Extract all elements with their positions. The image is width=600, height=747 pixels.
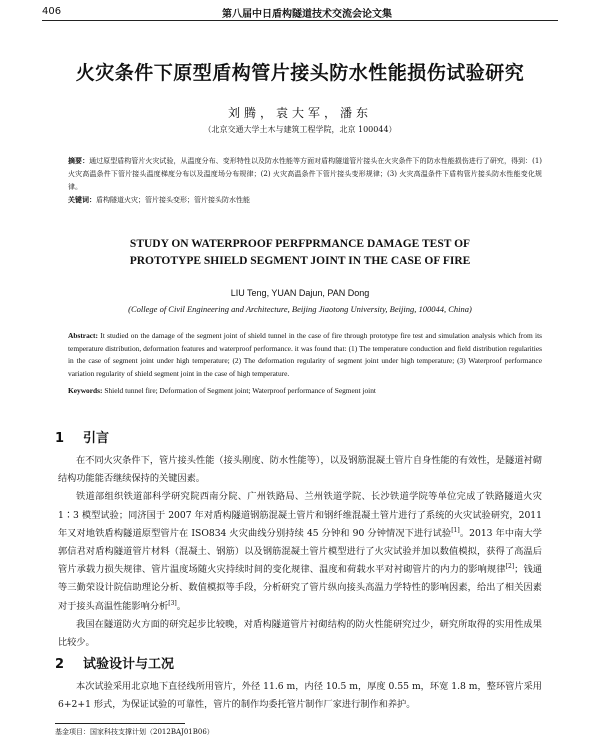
citation-2: [2] [505,563,515,571]
section-2-title: 试验设计与工况 [83,657,175,672]
conference-title: 第八届中日盾构隧道技术交流会论文集 [222,9,392,20]
keywords-cn [68,194,542,206]
footnote-divider [55,723,185,724]
keywords-cn-text: 盾构隧道火灾；管片接头变形；管片接头防水性能 [96,196,250,204]
authors-en: LIU Teng, YUAN Dajun, PAN Dong [230,288,370,298]
section-1-body [58,452,542,652]
section-2-paragraph-1: 本次试验采用北京地下直径线所用管片，外径 11.6 m，内径 10.5 m，厚度 0.55 m，环宽 1.8 m，整环管片采用 6+2+1 形式，为保证试验的可靠性，管片的制作均委托管片制作厂家进行制作和养护。 [58,681,542,711]
keywords-en-label: Keywords: [68,386,103,395]
affiliation-en: (College of Civil Engineering and Architecture, Beijing Jiaotong University, Beijing, 100044, China) [128,304,472,314]
affiliation-cn: （北京交通大学土木与建筑工程学院，北京 100044） [203,125,397,134]
keywords-cn-label: 关键词： [68,195,96,204]
funding-footnote: 基金项目：国家科技支撑计划（2012BAJ01B06） [55,728,214,736]
authors-cn: 刘腾，袁大军，潘东 [227,106,372,120]
running-header [42,4,558,21]
paragraph-2-part-d: 。 [176,600,186,612]
section-2-heading [55,653,174,672]
paper-title-en-line1: STUDY ON WATERPROOF PERFPRMANCE DAMAGE TEST OF [129,238,471,250]
keywords-en-text: Shield tunnel fire; Deformation of Segment joint; Waterproof performance of Segment joint [102,386,376,395]
abstract-en-label: Abstract: [68,331,98,340]
page-number: 406 [42,6,62,17]
keywords-en [68,386,542,395]
section-2-number: 2 [55,657,65,672]
section-1-paragraph-3: 我国在隧道防火方面的研究起步比较晚，对盾构隧道管片衬砌结构的防火性能研究过少，研究所取得的实用性成果比较少。 [58,618,542,649]
section-1-paragraph-2 [58,488,542,615]
paper-title-en-line2: PROTOTYPE SHIELD SEGMENT JOINT IN THE CASE OF FIRE [129,255,471,267]
paragraph-2-part-b: 。2013 年中南大学郭信君对盾构隧道管片材料（混凝土、钢筋）以及钢筋混凝土管片模型进行了火灾试验并加以数值模拟，获得了高温后管片承载力损失规律、管片温度场随火灾持续时间的变化规律、温度和荷载水平对衬砌管片的内力的影响规律 [58,527,542,576]
citation-1: [1] [451,526,460,534]
paper-title-cn: 火灾条件下原型盾构管片接头防水性能损伤试验研究 [75,62,525,84]
section-1-heading [55,427,109,446]
paragraph-2-part-c: ；钱通等三勤荣设计院信助理论分析、数值模拟等手段，分析研究了管片纵向接头高温力学特性的影响因素，给出了相关因素对于接头高温性能影响分析 [58,564,543,612]
abstract-cn [68,154,542,194]
paragraph-2-part-a: 铁道部组织铁道部科学研究院西南分院、广州铁路局、兰州铁道学院、长沙铁道学院等单位完成了铁路隧道火灾 1∶3 模型试验；同济国于 2007 年对盾构隧道钢筋混凝土管片和钢纤维混凝土管片进行了系统的火灾试验研究，2011 年又对地铁盾构隧道原型管片在 ISO834 火灾曲线分别持续 45 分钟和 90 分钟情况下进行试验 [58,491,542,539]
paper-title-en [0,236,600,270]
section-1-number: 1 [55,431,65,446]
abstract-cn-label: 摘要： [68,156,90,165]
section-2-body [58,678,542,714]
abstract-en-text: It studied on the damage of the segment joint of shield tunnel in the case of fire through prototype fire test and simulation analysis which from its temperature distribution, deformation features and waterproof performance. it was found that: (1) The temperature conduction and field distribution regularities in the case of segment joint under high temperature; (2) The deformation regularity of segment joint under high temperature; (3) Waterproof performance variation regularity of shield segment joint in the case of high temperature. [68,331,542,378]
citation-3: [3] [168,599,177,607]
section-1-title: 引言 [83,431,110,446]
abstract-cn-text: 通过原型盾构管片火灾试验，从温度分布、变形特性以及防水性能等方面对盾构隧道管片接头在火灾条件下的防水性能损伤进行了研究，得到：(1) 火灾高温条件下管片接头温度梯度分布以及温度场分布规律；(2) 火灾高温条件下管片接头变形规律；(3) 火灾高温条件下盾构管片接头防水性能变化规律。 [68,157,543,191]
section-1-paragraph-1: 在不同火灾条件下，管片接头性能（接头刚度、防水性能等），以及钢筋混凝土管片自身性能的有效性，是隧道衬砌结构功能能否继续保持的关键因素。 [58,455,542,485]
abstract-en [68,330,542,380]
